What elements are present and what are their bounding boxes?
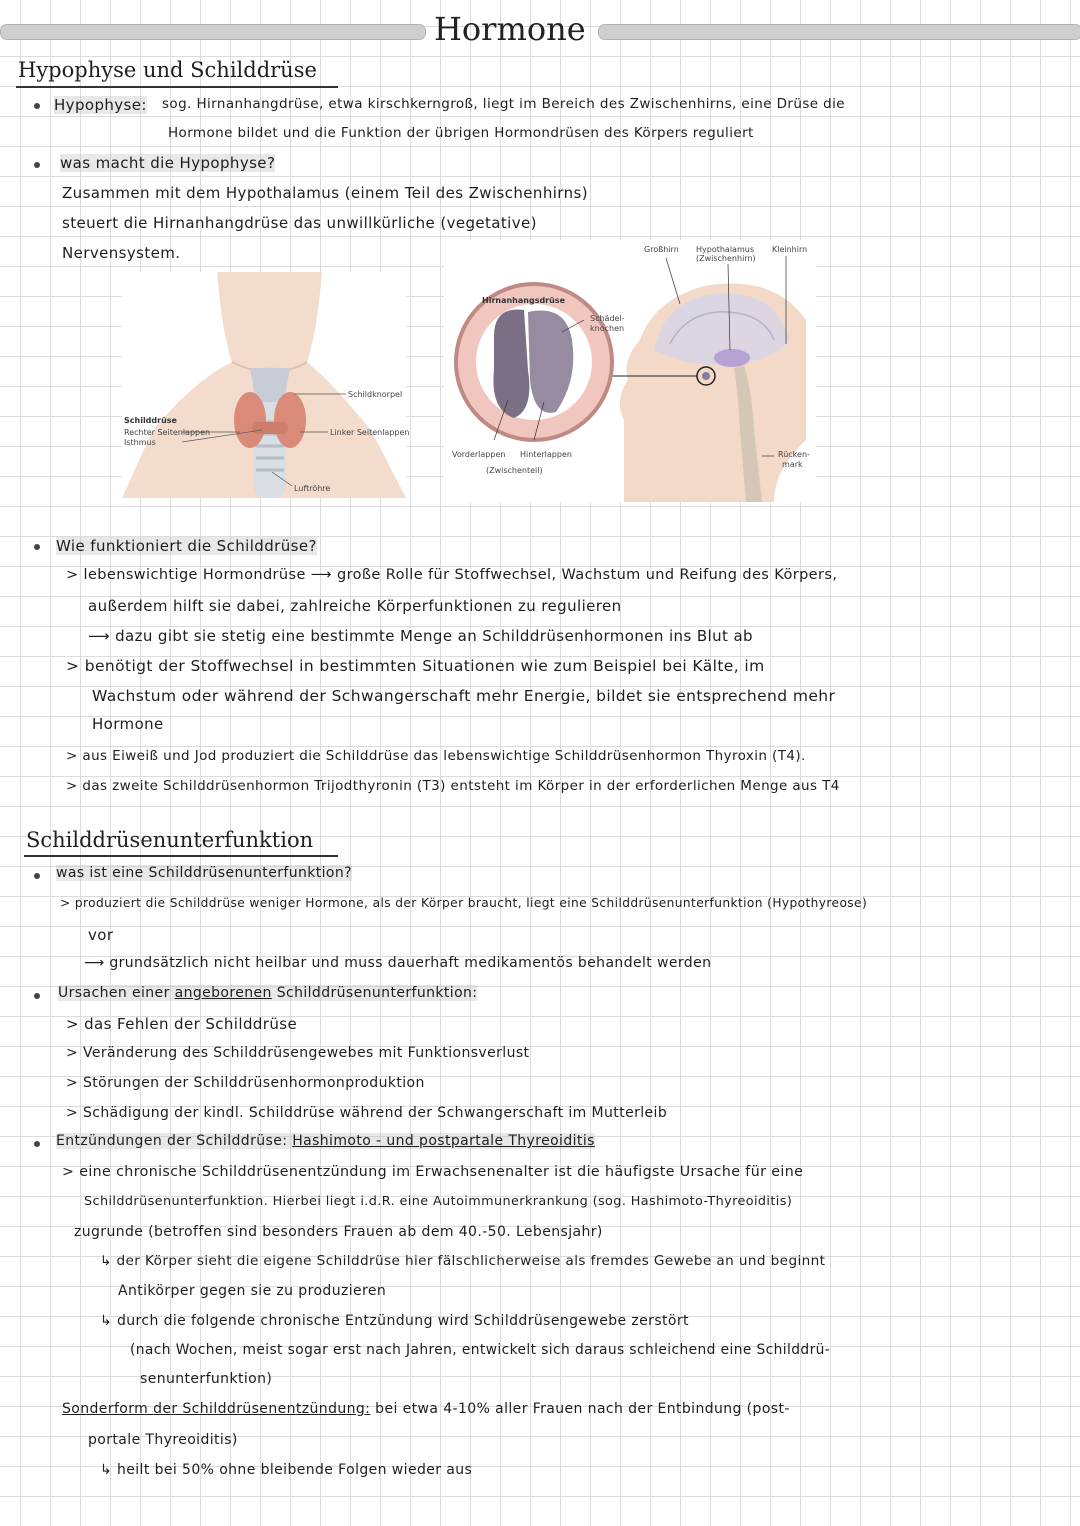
figure-pituitary bbox=[444, 240, 816, 502]
text-line: > benötigt der Stoffwechsel in bestimmten Situationen wie zum Beispiel bei Kälte, im bbox=[66, 657, 765, 675]
label: Schädel- bbox=[590, 314, 625, 323]
question: was ist eine Schilddrüsenunterfunktion? bbox=[56, 865, 352, 881]
text-line: > das zweite Schilddrüsenhormon Trijodthyronin (T3) entsteht im Körper in der erforderlichen Menge aus T4 bbox=[66, 778, 840, 794]
text-line: Zusammen mit dem Hypothalamus (einem Teil des Zwischenhirns) bbox=[62, 184, 588, 202]
label: Schilddrüse bbox=[124, 416, 177, 425]
label: Isthmus bbox=[124, 438, 156, 447]
label: knochen bbox=[590, 324, 625, 333]
page-title: Hormone bbox=[434, 10, 586, 48]
question bbox=[58, 985, 477, 1001]
underlined-term: angeborenen bbox=[174, 985, 272, 1001]
bullet bbox=[34, 544, 40, 550]
bullet bbox=[34, 873, 40, 879]
bullet bbox=[34, 103, 40, 109]
text-line: sog. Hirnanhangdrüse, etwa kirschkerngroß, liegt im Bereich des Zwischenhirns, eine Drüse die bbox=[162, 96, 845, 112]
question bbox=[56, 1133, 595, 1149]
text-line: ↳ heilt bei 50% ohne bleibende Folgen wieder aus bbox=[100, 1462, 473, 1478]
text-line: > das Fehlen der Schilddrüse bbox=[66, 1015, 298, 1033]
text-line: vor bbox=[88, 926, 114, 944]
bullet bbox=[34, 1141, 40, 1147]
section-heading-hypophyse: Hypophyse und Schilddrüse bbox=[18, 58, 317, 82]
text-line: steuert die Hirnanhangdrüse das unwillkürliche (vegetative) bbox=[62, 214, 537, 232]
bullet bbox=[34, 162, 40, 168]
text-line: Nervensystem. bbox=[62, 244, 181, 262]
label: Hypothalamus bbox=[696, 245, 754, 254]
question: was macht die Hypophyse? bbox=[60, 154, 276, 172]
section-heading-unterfunktion: Schilddrüsenunterfunktion bbox=[26, 828, 314, 852]
text-line: ⟶ grundsätzlich nicht heilbar und muss dauerhaft medikamentös behandelt werden bbox=[84, 955, 712, 971]
label: Luftröhre bbox=[294, 484, 331, 493]
underlined-term: Sonderform der Schilddrüsenentzündung: bbox=[62, 1401, 371, 1417]
text-line: > lebenswichtige Hormondrüse ⟶ große Rolle für Stoffwechsel, Wachstum und Reifung des Körpers, bbox=[66, 567, 838, 583]
text-line: senunterfunktion) bbox=[140, 1371, 273, 1387]
section-underline bbox=[24, 855, 338, 857]
section-underline bbox=[16, 86, 338, 88]
label: Hinterlappen bbox=[520, 450, 572, 459]
label: Rücken- bbox=[778, 450, 810, 459]
text-line: außerdem hilft sie dabei, zahlreiche Körperfunktionen zu regulieren bbox=[88, 597, 622, 615]
term-hypophyse: Hypophyse: bbox=[54, 96, 147, 114]
title-bar-right bbox=[598, 24, 1080, 40]
thyroid-illustration bbox=[122, 272, 406, 498]
label: mark bbox=[782, 460, 803, 469]
label: Schildknorpel bbox=[348, 390, 403, 399]
figure-thyroid bbox=[122, 272, 410, 498]
underlined-term: Hashimoto - und postpartale Thyreoiditis bbox=[292, 1133, 595, 1149]
text-part: Entzündungen der Schilddrüse: bbox=[56, 1133, 288, 1149]
text-line: zugrunde (betroffen sind besonders Frauen ab dem 40.-50. Lebensjahr) bbox=[74, 1224, 603, 1240]
text-line: > Störungen der Schilddrüsenhormonproduktion bbox=[66, 1075, 425, 1091]
label: (Zwischenteil) bbox=[486, 466, 543, 475]
text-line: portale Thyreoiditis) bbox=[88, 1432, 238, 1448]
text-line: > Schädigung der kindl. Schilddrüse während der Schwangerschaft im Mutterleib bbox=[66, 1105, 668, 1121]
label: (Zwischenhirn) bbox=[696, 254, 756, 263]
text-line bbox=[62, 1401, 790, 1417]
text-line: ↳ durch die folgende chronische Entzündung wird Schilddrüsengewebe zerstört bbox=[100, 1313, 689, 1329]
text-line: > aus Eiweiß und Jod produziert die Schilddrüse das lebenswichtige Schilddrüsenhormon Thyroxin (T4). bbox=[66, 748, 806, 764]
label: Großhirn bbox=[644, 245, 679, 254]
text-line: Schilddrüsenunterfunktion. Hierbei liegt i.d.R. eine Autoimmunerkrankung (sog. Hashimoto-Thyreoiditis) bbox=[84, 1194, 793, 1209]
label: Linker Seitenlappen bbox=[330, 428, 410, 437]
question: Wie funktioniert die Schilddrüse? bbox=[56, 537, 317, 555]
label: Vorderlappen bbox=[452, 450, 506, 459]
text-part: Ursachen einer bbox=[58, 985, 170, 1001]
text-line: ↳ der Körper sieht die eigene Schilddrüse hier fälschlicherweise als fremdes Gewebe an und beginnt bbox=[100, 1253, 826, 1269]
text-line: > Veränderung des Schilddrüsengewebes mit Funktionsverlust bbox=[66, 1045, 530, 1061]
text-line: > eine chronische Schilddrüsenentzündung im Erwachsenenalter ist die häufigste Ursache für eine bbox=[62, 1164, 804, 1180]
text-part: Schilddrüsenunterfunktion: bbox=[276, 985, 478, 1001]
text-line: Hormone bildet und die Funktion der übrigen Hormondrüsen des Körpers reguliert bbox=[168, 125, 754, 141]
text-line: (nach Wochen, meist sogar erst nach Jahren, entwickelt sich daraus schleichend eine Schilddrü- bbox=[130, 1342, 831, 1358]
text-line: Antikörper gegen sie zu produzieren bbox=[118, 1283, 387, 1299]
title-bar-left bbox=[0, 24, 426, 40]
text-line: Wachstum oder während der Schwangerschaft mehr Energie, bildet sie entsprechend mehr bbox=[92, 687, 836, 705]
bullet bbox=[34, 993, 40, 999]
label: Rechter Seitenlappen bbox=[124, 428, 211, 437]
text-line: Hormone bbox=[92, 715, 164, 733]
pituitary-illustration bbox=[444, 240, 816, 502]
label: Kleinhirn bbox=[772, 245, 808, 254]
text-line: ⟶ dazu gibt sie stetig eine bestimmte Menge an Schilddrüsenhormonen ins Blut ab bbox=[88, 627, 753, 645]
label: Hirnanhangsdrüse bbox=[482, 296, 566, 305]
text-line: > produziert die Schilddrüse weniger Hormone, als der Körper braucht, liegt eine Schilddrüsenunterfunktion (Hypothyreose) bbox=[60, 896, 868, 910]
text-part: bei etwa 4-10% aller Frauen nach der Entbindung (post- bbox=[375, 1401, 790, 1417]
